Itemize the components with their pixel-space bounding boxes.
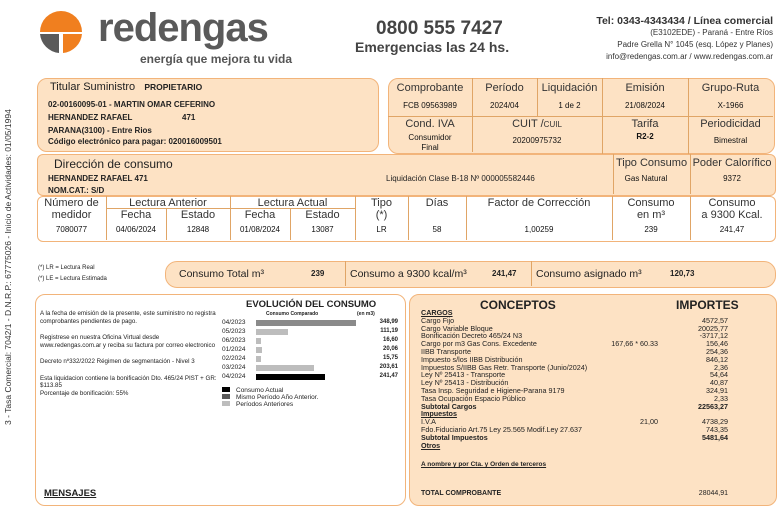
iva-label: Cond. IVA <box>405 118 455 130</box>
otros-heading-label: Otros <box>421 440 441 450</box>
chart-category-label: 04/2023 <box>222 319 246 326</box>
cargo-mid <box>588 364 658 372</box>
medidor-label: Número de medidor <box>44 197 99 221</box>
cargo-amount: 156,46 <box>706 339 728 349</box>
cargos-heading-label: CARGOS <box>421 308 453 317</box>
chart-value-label: 15,75 <box>382 355 398 361</box>
subtotal-impuestos-row <box>421 434 728 442</box>
message-4: Esta liquidacion contiene la bonificación Dto. 465/24 PIST + GR: $113.85 <box>40 374 217 389</box>
subtotal-impuestos-value: 5481,64 <box>702 432 728 442</box>
cargo-name: Cargo Variable Bloque <box>421 323 493 333</box>
chart-value-label: 20,06 <box>382 346 398 352</box>
consumo-label-text: Consumo <box>627 197 675 209</box>
chart-bar <box>256 356 261 362</box>
cargo-name: IIBB Transporte <box>421 346 471 356</box>
direccion-liq: Liquidación Clase B-18 Nº 000005582446 <box>386 174 535 183</box>
legend-item-actual <box>222 387 318 394</box>
dias-label: Días <box>425 197 449 209</box>
cargo-name: Tasa Insp. Seguridad e Higiene-Parana 9179 <box>421 385 565 395</box>
cargo-name: Cargo Fijo <box>421 315 455 325</box>
tipo-value: LR <box>376 225 387 234</box>
message-3: Decreto nº332/2022 Régimen de segmentación - Nivel 3 <box>40 358 195 365</box>
legend-swatch-anterior <box>222 394 230 399</box>
factor-label: Factor de Corrección <box>487 197 591 209</box>
conceptos-title: CONCEPTOS <box>480 298 556 312</box>
total-comprobante-label: TOTAL COMPROBANTE <box>421 490 502 497</box>
ant-fecha-value: 04/06/2024 <box>115 225 157 234</box>
tarifa-label: Tarifa <box>631 118 659 130</box>
subtotal-impuestos-label: Subtotal Impuestos <box>421 432 488 442</box>
brand-name: redengas <box>98 6 268 50</box>
total-m3-value: 239 <box>311 269 325 278</box>
ant-estado-label: Estado <box>180 209 216 221</box>
impuesto-name: Fdo.Fiduciario Art.75 Ley 25.565 Modif.Ley 27.637 <box>421 424 583 434</box>
tipo-star: (*) <box>375 209 388 221</box>
periodicidad-label: Periodicidad <box>700 118 761 130</box>
tipo-consumo-value: Gas Natural <box>624 174 668 183</box>
header-address: Padre Grella N° 1045 (esq. López y Planes) <box>617 40 773 49</box>
note-le: (*) LE = Lectura Estimada <box>38 276 107 282</box>
impuesto-name: I.V.A <box>421 417 436 427</box>
conceptos-list <box>421 309 728 449</box>
message-1: A la fecha de emisión de la presente, este suministro no registra comprobantes pendientes de pago. <box>40 310 216 325</box>
direccion-line2: NOM.CAT.: S/D <box>48 186 105 195</box>
chart-category-label: 06/2023 <box>222 337 246 344</box>
impuesto-mid: 21,00 <box>640 417 658 427</box>
chart-category-label: 02/2024 <box>222 355 246 362</box>
act-fecha-label: Fecha <box>244 209 276 221</box>
chart-bar <box>256 338 261 344</box>
poder-value: 9372 <box>723 174 741 183</box>
titular-line4: Código electrónico para pagar: 020016009501 <box>48 137 222 146</box>
cargo-name: Bonificación Decreto 465/24 N3 <box>421 331 523 341</box>
cargo-amount: 40,87 <box>710 378 728 388</box>
cargo-name: Tasa Ocupación Espacio Público <box>421 393 526 403</box>
cargo-mid <box>588 325 658 333</box>
otros-heading <box>421 442 728 450</box>
message-2: Registrese en nuestra Oficina Virtual desde www.redengas.com.ar y reciba su factura por correo electronico <box>40 334 216 349</box>
chart-category-label: 04/2024 <box>222 373 246 380</box>
header-emergency: Emergencias las 24 hs. <box>355 39 510 55</box>
act-estado-label: Estado <box>305 209 340 221</box>
header-postal <box>543 27 773 39</box>
header-email[interactable]: info@redengas.com.ar / www.redengas.com.ar <box>606 52 773 61</box>
consumption-chart <box>222 319 402 383</box>
act-estado-value: 13087 <box>311 225 334 234</box>
chart-value-label: 348,99 <box>379 319 398 325</box>
periodicidad-value: Bimestral <box>713 136 748 145</box>
cuit-label: CUIT /CUIL <box>512 118 562 130</box>
chart-category-label: 01/2024 <box>222 346 246 353</box>
brand-tagline: energía que mejora tu vida <box>140 52 293 66</box>
consumo-unit: en m³ <box>636 209 666 221</box>
cargo-amount: 54,64 <box>710 370 728 380</box>
comprobante-label: Comprobante <box>396 82 464 94</box>
comprobante-value: FCB 09563989 <box>403 101 457 110</box>
chart-bar <box>256 329 288 335</box>
medidor-value: 7080077 <box>55 225 88 234</box>
impuesto-mid <box>588 426 658 434</box>
dias-value: 58 <box>432 225 442 234</box>
cargo-name: Impuestos S/IIBB Gas Retr. Transporte (Junio/2024) <box>421 362 588 372</box>
consumo9300-label-text: Consumo <box>708 197 756 209</box>
cargo-mid <box>588 348 658 356</box>
cargo-amount: 4572,57 <box>702 315 728 325</box>
emision-value: 21/08/2024 <box>624 101 666 110</box>
act-fecha-value: 01/08/2024 <box>239 225 281 234</box>
chart-subtitle: Consumo Comparado <box>266 311 319 317</box>
total-comprobante-value: 28044,91 <box>698 490 728 497</box>
grupo-label: Grupo-Ruta <box>701 82 760 94</box>
direccion-label: Dirección de consumo <box>54 157 173 171</box>
importes-title: IMPORTES <box>676 298 739 312</box>
impuestos-heading-label: Impuestos <box>421 409 457 419</box>
mensajes-heading: MENSAJES <box>44 488 97 499</box>
header-tel: Tel: 0343-4343434 / Línea comercial <box>596 15 773 27</box>
c9300-label: Consumo a 9300 kcal/m³ <box>350 268 467 280</box>
c9300-value: 241,47 <box>492 269 517 278</box>
cargo-name: Ley Nº 25413 - Transporte <box>421 370 506 380</box>
ant-estado-value: 12848 <box>186 225 210 234</box>
consumo-value: 239 <box>644 225 658 234</box>
cargo-mid <box>588 371 658 379</box>
titular-num: 471 <box>182 113 196 122</box>
cargo-mid <box>588 356 658 364</box>
cargo-name: Ley Nº 25413 - Distribución <box>421 378 509 388</box>
postal-code: (E3102EDE) <box>650 28 696 37</box>
chart-value-label: 111,19 <box>380 328 398 334</box>
chart-bar <box>256 365 314 371</box>
cargo-amount: 254,36 <box>706 346 728 356</box>
legend-swatch-actual <box>222 387 230 392</box>
tipo-consumo-label: Tipo Consumo <box>615 157 688 169</box>
asignado-label: Consumo asignado m³ <box>536 268 642 280</box>
legend-label-anterior: Mismo Período Año Anterior. <box>236 394 319 401</box>
consumo9300-label <box>690 197 774 221</box>
legend-item-periodos <box>222 401 318 408</box>
emision-label: Emisión <box>625 82 665 94</box>
legend-label-actual: Consumo Actual <box>236 387 284 394</box>
tarifa-value: R2-2 <box>636 132 654 141</box>
impuesto-amount: 4738,29 <box>702 417 728 427</box>
subtotal-cargos-value: 22563,27 <box>698 401 728 411</box>
titular-line3: PARANA(3100) - Entre Rios <box>48 126 152 135</box>
cargo-name: Cargo por m3 Gas Cons. Excedente <box>421 339 537 349</box>
titular-label: Titular Suministro PROPIETARIO <box>50 81 203 93</box>
cargo-amount: 20025,77 <box>698 323 728 333</box>
titular-line2: HERNANDEZ RAFAEL <box>48 113 133 122</box>
chart-legend <box>222 387 318 408</box>
ant-fecha-label: Fecha <box>120 209 152 221</box>
lectura-anterior-label: Lectura Anterior <box>129 197 207 209</box>
periodo-value: 2024/04 <box>490 101 519 110</box>
header-phone: 0800 555 7427 <box>376 18 503 39</box>
cargo-amount: 2,36 <box>714 362 728 372</box>
iva-value: Consumidor Final <box>408 133 452 152</box>
asignado-value: 120,73 <box>670 269 695 278</box>
cargo-mid: 167,66 * 60.33 <box>611 339 658 349</box>
chart-value-label: 16,60 <box>382 337 398 343</box>
consumo9300-unit: a 9300 Kcal. <box>701 209 763 221</box>
subtotal-cargos-row <box>421 403 728 411</box>
subtotal-cargos-label: Subtotal Cargos <box>421 401 477 411</box>
chart-value-label: 203,61 <box>379 364 398 370</box>
cuit-value: 20200975732 <box>512 136 562 145</box>
legend-item-anterior <box>222 394 318 401</box>
terceros-heading: A nombre y por Cta. y Orden de terceros <box>421 461 547 468</box>
consumo9300-value: 241,47 <box>719 225 745 234</box>
chart-title: EVOLUCIÓN DEL CONSUMO <box>246 299 377 310</box>
chart-category-label: 05/2023 <box>222 328 246 335</box>
impuestos-heading <box>421 410 728 418</box>
consumo-label <box>612 197 690 221</box>
cargo-amount: 846,12 <box>706 354 728 364</box>
tipo-label: Tipo <box>371 197 392 209</box>
legend-swatch-periodos <box>222 401 230 406</box>
legend-label-periodos: Períodos Anteriores <box>236 401 294 408</box>
lectura-actual-label: Lectura Actual <box>257 197 328 209</box>
city: - Paraná - Entre Ríos <box>697 28 773 37</box>
periodo-label: Período <box>485 82 524 94</box>
chart-value-label: 241,47 <box>379 373 398 379</box>
liquidacion-value: 1 de 2 <box>558 101 581 110</box>
cargo-mid <box>588 387 658 395</box>
cargo-amount: -3717,12 <box>699 331 728 341</box>
total-m3-label: Consumo Total m³ <box>179 268 265 280</box>
cargo-amount: 324,91 <box>706 385 728 395</box>
factor-value: 1,00259 <box>524 225 554 234</box>
cargo-mid <box>588 317 658 325</box>
chart-bar <box>256 320 356 326</box>
sidebar-legal-text: 3 - Tasa Comercial: 7042/1 - D.N.R.P.: 67775026 - Inicio de Actividades: 01/05/1994 <box>3 109 13 425</box>
liquidacion-label: Liquidación <box>541 82 598 94</box>
chart-bar <box>256 347 262 353</box>
direccion-line1: HERNANDEZ RAFAEL 471 <box>48 174 148 183</box>
brand-logo-icon <box>38 9 84 55</box>
chart-category-label: 03/2024 <box>222 364 246 371</box>
cargos-heading <box>421 309 728 317</box>
cargo-mid <box>588 395 658 403</box>
poder-label: Poder Calorífico <box>692 157 772 169</box>
impuesto-amount: 743,35 <box>706 424 728 434</box>
cargo-amount: 2,33 <box>714 393 728 403</box>
note-lr: (*) LR = Lectura Real <box>38 265 95 271</box>
messages-text <box>40 310 220 397</box>
chart-unit: (en m3) <box>357 311 375 317</box>
grupo-value: X-1966 <box>717 101 744 110</box>
message-5: Porcentaje de bonificación: 55% <box>40 389 129 397</box>
chart-bar <box>256 374 325 380</box>
cargo-mid <box>588 379 658 387</box>
titular-line1: 02-00160095-01 - MARTIN OMAR CEFERINO <box>48 100 216 109</box>
cargo-name: Impuesto s/los IIBB Distribución <box>421 354 523 364</box>
